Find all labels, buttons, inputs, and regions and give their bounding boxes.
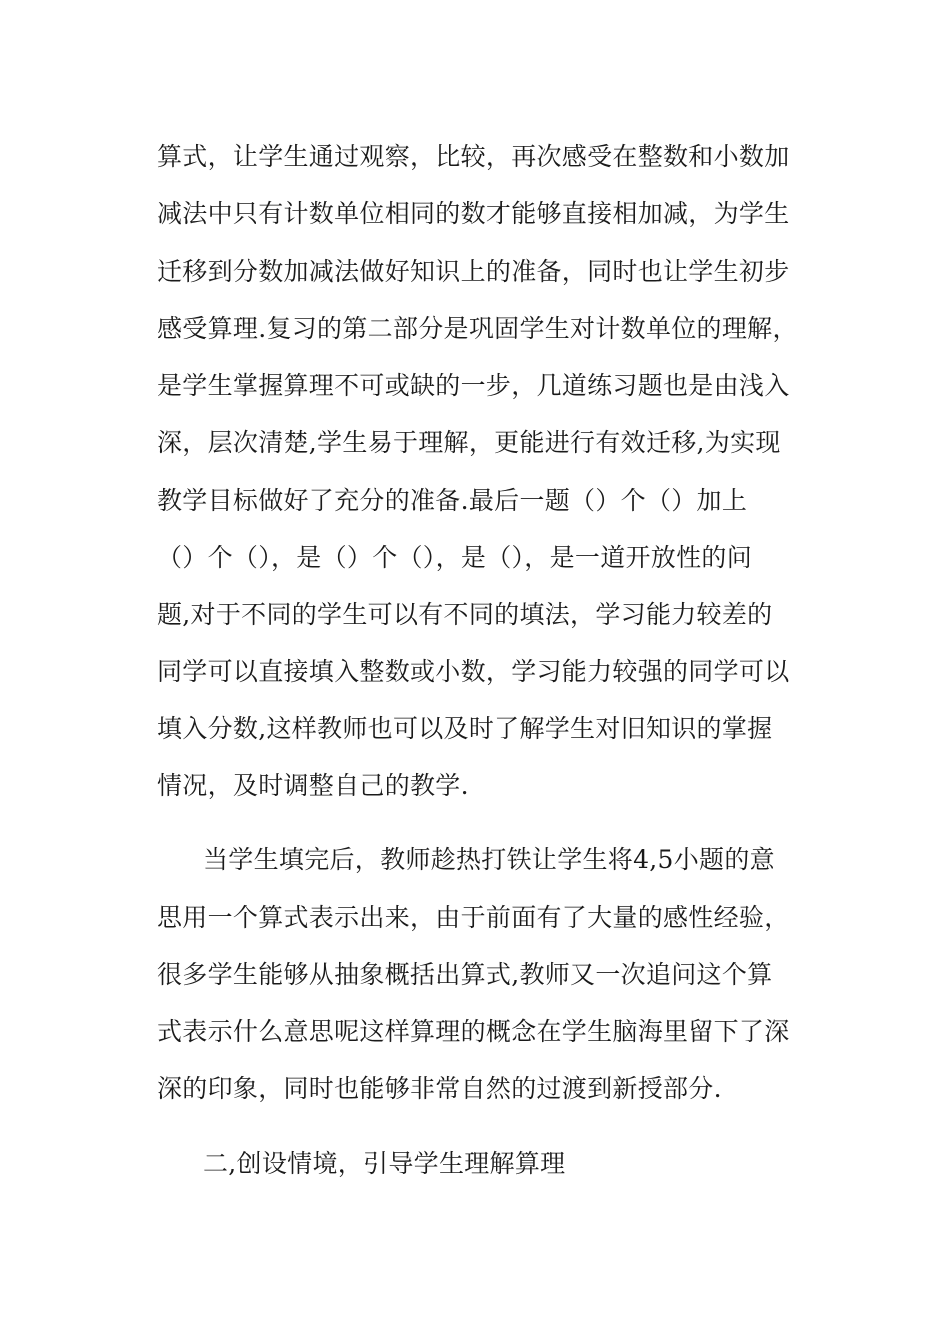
paragraph-line: 深，层次清楚,学生易于理解，更能进行有效迁移,为实现 (157, 428, 781, 457)
paragraph-line: 同学可以直接填入整数或小数，学习能力较强的同学可以 (157, 657, 790, 686)
paragraph-line: 题,对于不同的学生可以有不同的填法，学习能力较差的 (157, 600, 773, 629)
paragraph-line: 算式，让学生通过观察，比较，再次感受在整数和小数加 (157, 142, 790, 171)
paragraph-line: 是学生掌握算理不可或缺的一步，几道练习题也是由浅入 (157, 371, 790, 400)
paragraph-line: 填入分数,这样教师也可以及时了解学生对旧知识的掌握 (157, 714, 773, 743)
paragraph-line: 减法中只有计数单位相同的数才能够直接相加减，为学生 (157, 199, 790, 228)
section-heading: 二,创设情境，引导学生理解算理 (203, 1149, 566, 1178)
paragraph-line: 思用一个算式表示出来，由于前面有了大量的感性经验， (157, 903, 790, 932)
paragraph-line: 教学目标做好了充分的准备.最后一题（）个（）加上 (157, 486, 748, 515)
paragraph-line: 深的印象，同时也能够非常自然的过渡到新授部分. (157, 1074, 722, 1103)
paragraph-line: 式表示什么意思呢这样算理的概念在学生脑海里留下了深 (157, 1017, 790, 1046)
paragraph-line: 很多学生能够从抽象概括出算式,教师又一次追问这个算 (157, 960, 773, 989)
paragraph-line: 情况，及时调整自己的教学. (157, 771, 469, 800)
paragraph-line: 迁移到分数加减法做好知识上的准备，同时也让学生初步 (157, 257, 790, 286)
paragraph-line: 当学生填完后，教师趁热打铁让学生将4,5小题的意 (203, 845, 775, 874)
paragraph-line: 感受算理.复习的第二部分是巩固学生对计数单位的理解， (157, 314, 798, 343)
paragraph-line: （）个（），是（）个（），是（），是一道开放性的问 (157, 543, 753, 572)
